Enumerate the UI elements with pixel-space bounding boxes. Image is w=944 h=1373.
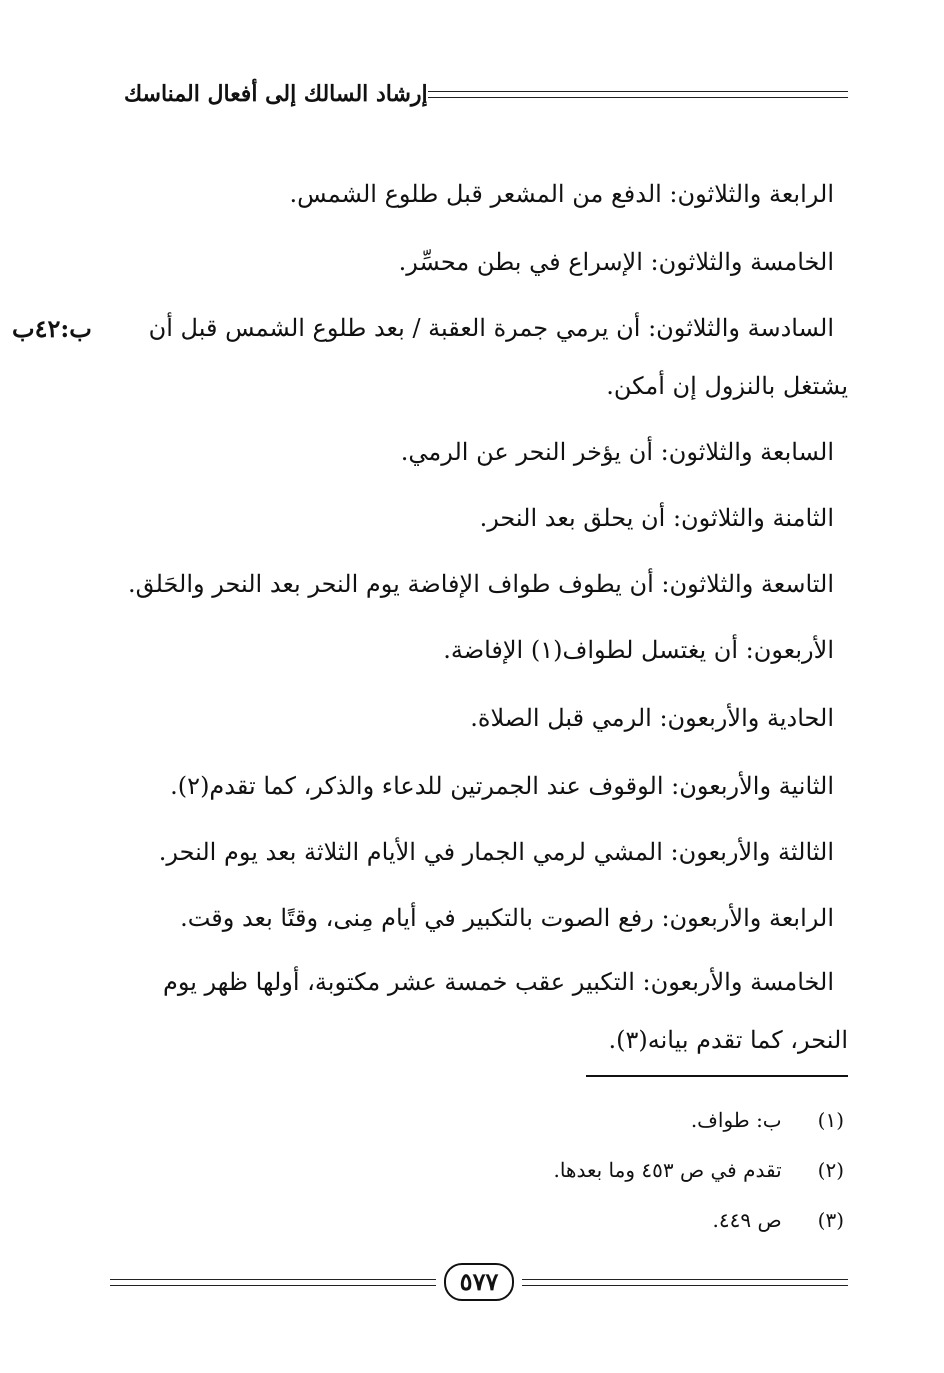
footnote [691, 1106, 844, 1134]
text-line: الأربعون: أن يغتسل لطواف(١) الإفاضة. [443, 636, 834, 664]
footnote [553, 1156, 844, 1184]
text-line: الثامنة والثلاثون: أن يحلق بعد النحر. [479, 504, 834, 532]
manuscript-folio-note: ب:٤٢ب [12, 314, 92, 343]
running-header [110, 74, 848, 114]
footnote-number: (٢) [817, 1158, 844, 1182]
page-number: ٥٧٧ [444, 1263, 515, 1301]
header-rule [428, 91, 848, 98]
text-line: الخامسة والثلاثون: الإسراع في بطن محسِّر. [398, 248, 834, 276]
text-line: الرابعة والثلاثون: الدفع من المشعر قبل طلوع الشمس. [289, 180, 834, 208]
footnote [713, 1206, 845, 1234]
text-line: النحر، كما تقدم بيانه(٣). [608, 1026, 848, 1054]
book-title: إرشاد السالك إلى أفعال المناسك [124, 81, 428, 107]
footer-rule-right [522, 1279, 848, 1286]
footnote-text: ب: طواف. [690, 1108, 782, 1132]
text-line: يشتغل بالنزول إن أمكن. [606, 372, 848, 400]
footnote-text: ص ٤٤٩. [712, 1208, 782, 1232]
footnote-separator [586, 1075, 848, 1077]
footnote-number: (٣) [817, 1208, 844, 1232]
text-line: الخامسة والأربعون: التكبير عقب خمسة عشر مكتوبة، أولها ظهر يوم [162, 968, 834, 996]
text-line: السادسة والثلاثون: أن يرمي جمرة العقبة / بعد طلوع الشمس قبل أن [148, 314, 834, 342]
footnote-text: تقدم في ص ٤٥٣ وما بعدها. [553, 1158, 782, 1182]
text-line: الرابعة والأربعون: رفع الصوت بالتكبير في أيام مِنى، وقتًا بعد وقت. [180, 904, 834, 932]
text-line: الثانية والأربعون: الوقوف عند الجمرتين للدعاء والذكر، كما تقدم(٢). [170, 772, 834, 800]
text-line: الحادية والأربعون: الرمي قبل الصلاة. [470, 704, 834, 732]
footnote-number: (١) [817, 1108, 844, 1132]
text-line: السابعة والثلاثون: أن يؤخر النحر عن الرمي. [400, 438, 834, 466]
text-line: التاسعة والثلاثون: أن يطوف طواف الإفاضة يوم النحر بعد النحر والحَلق. [127, 570, 834, 598]
text-line: الثالثة والأربعون: المشي لرمي الجمار في الأيام الثلاثة بعد يوم النحر. [158, 838, 834, 866]
page-footer [110, 1262, 848, 1302]
footer-rule-left [110, 1279, 436, 1286]
